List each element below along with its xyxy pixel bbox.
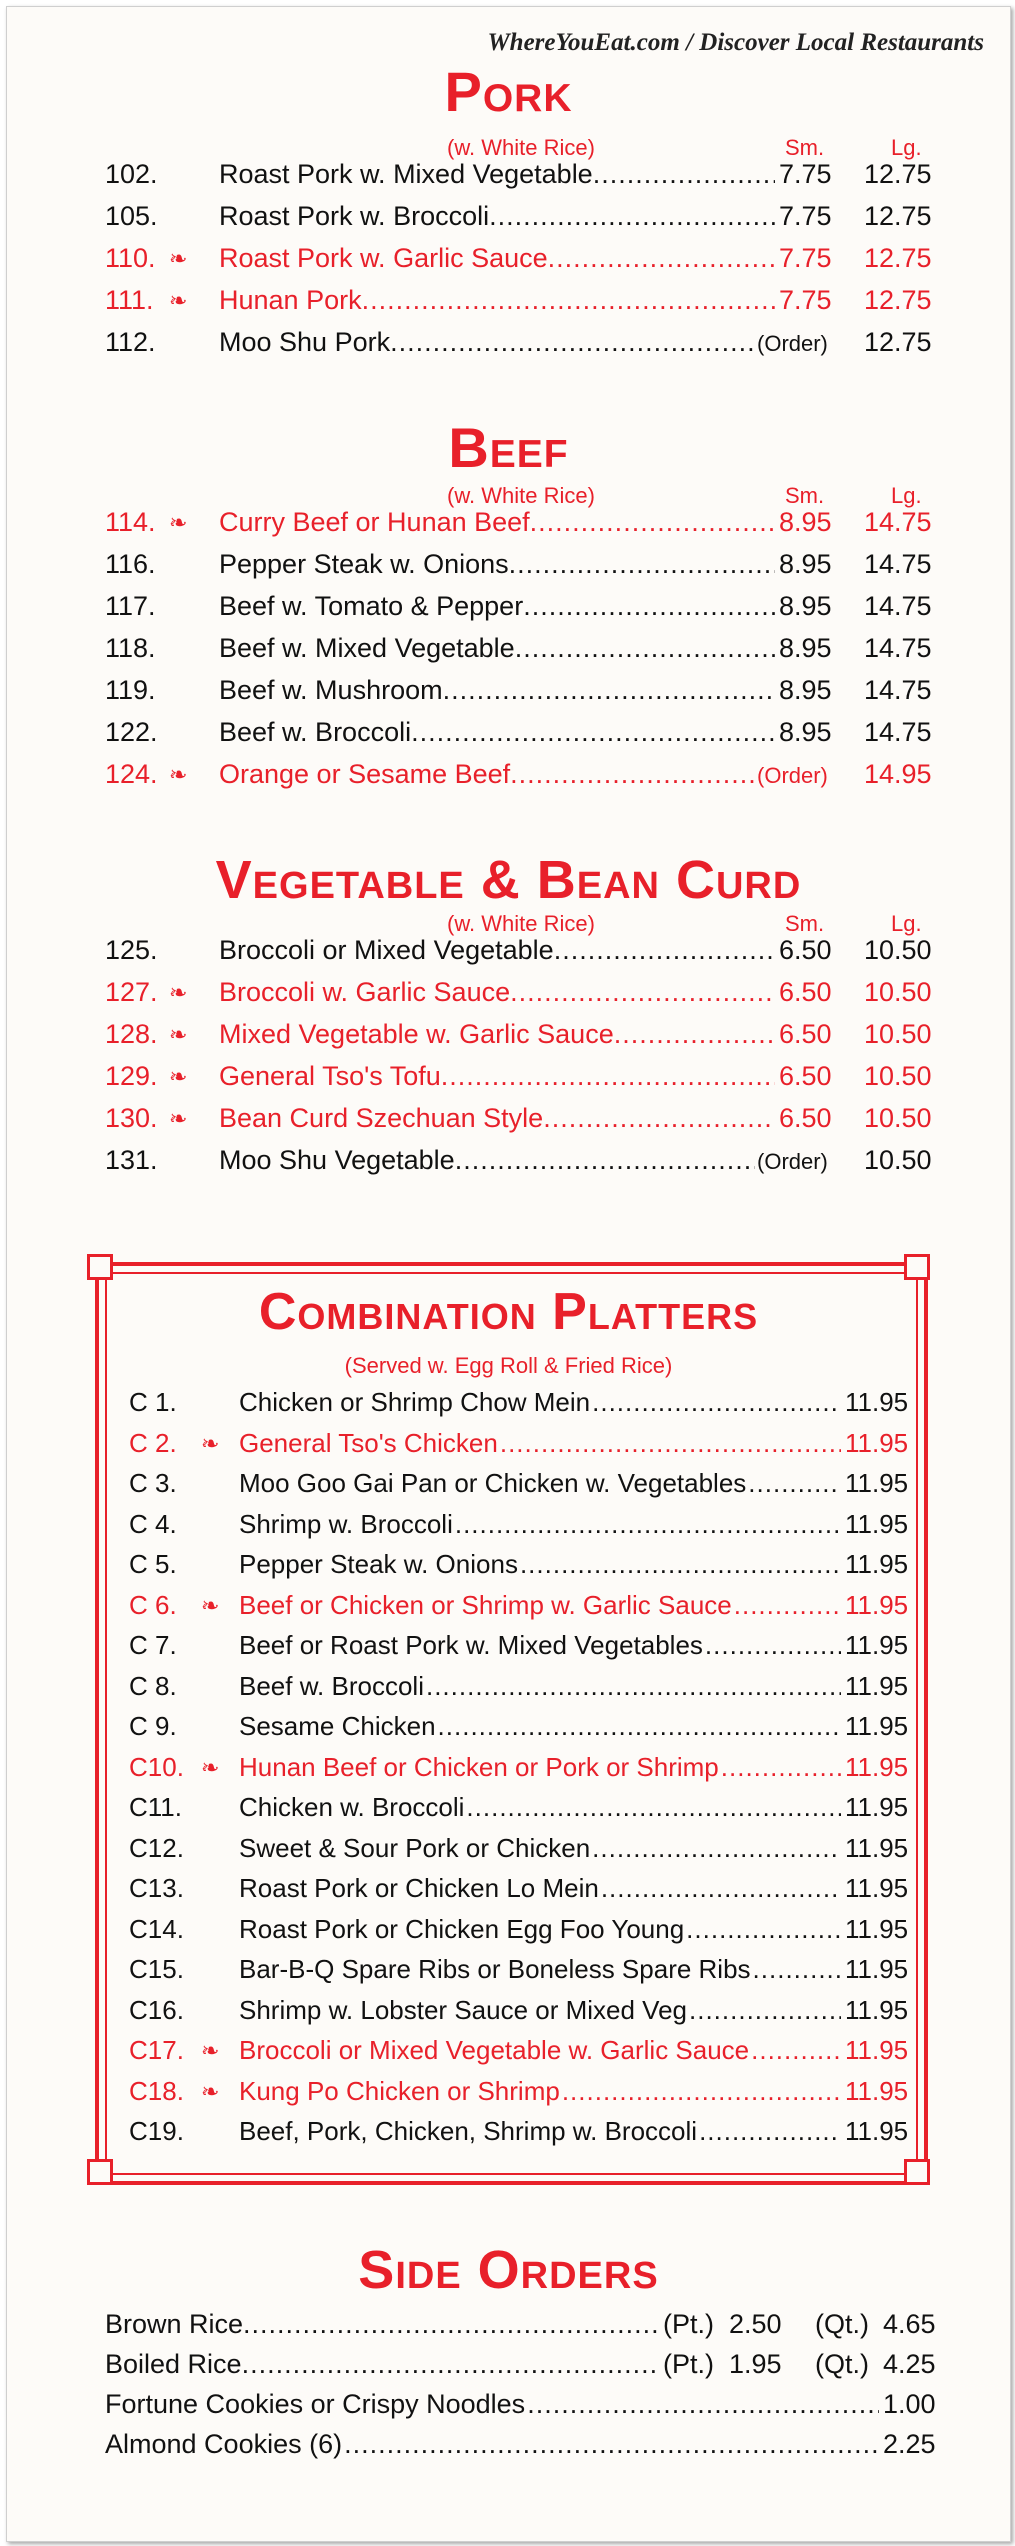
menu-item-row bbox=[7, 549, 1010, 589]
combo-title: Combination Platters bbox=[258, 1283, 759, 1341]
menu-item-row bbox=[7, 1145, 1010, 1185]
side-price: 1.00 bbox=[883, 2389, 936, 2419]
item-number: 114. bbox=[105, 507, 156, 537]
combo-item-row bbox=[7, 1954, 1010, 1994]
combo-name: Hunan Beef or Chicken or Pork or Shrimp bbox=[239, 1751, 719, 1782]
item-price-small: 6.50 bbox=[779, 1061, 832, 1091]
item-price-small: 7.75 bbox=[779, 285, 832, 315]
menu-item-row bbox=[7, 243, 1010, 283]
combo-price: 11.95 bbox=[845, 1468, 909, 1498]
leader-dots bbox=[523, 591, 775, 622]
item-price-large: 10.50 bbox=[864, 1145, 932, 1175]
combo-item-row bbox=[7, 1590, 1010, 1630]
item-price-large: 14.75 bbox=[864, 549, 932, 579]
side-name: Almond Cookies (6) bbox=[105, 2429, 343, 2459]
item-price-small: 8.95 bbox=[779, 549, 832, 579]
combo-item-row bbox=[7, 1752, 1010, 1792]
item-price-small: 8.95 bbox=[779, 717, 832, 747]
menu-item-row bbox=[7, 159, 1010, 199]
item-name: Curry Beef or Hunan Beef bbox=[219, 507, 530, 537]
item-number: 116. bbox=[105, 549, 156, 579]
vegetable-col-lg: Lg. bbox=[891, 911, 922, 936]
site-title: WhereYouEat.com / Discover Local Restaurants bbox=[487, 29, 984, 56]
combo-name: Bar-B-Q Spare Ribs or Boneless Spare Ribs bbox=[239, 1954, 751, 1984]
item-price-small: 6.50 bbox=[779, 1103, 832, 1133]
item-name: Beef w. Mushroom bbox=[219, 675, 443, 705]
combo-item-row bbox=[7, 1873, 1010, 1913]
combo-price: 11.95 bbox=[845, 1427, 909, 1458]
menu-item-row bbox=[7, 717, 1010, 757]
leader-dots bbox=[466, 1792, 841, 1823]
item-price-large: 14.75 bbox=[864, 675, 932, 705]
menu-item-row bbox=[7, 977, 1010, 1017]
combo-number: C18. bbox=[129, 2075, 184, 2106]
combo-number: C 8. bbox=[129, 1670, 177, 1701]
combo-name: General Tso's Chicken bbox=[239, 1427, 498, 1458]
menu-item-row bbox=[7, 633, 1010, 673]
combo-price: 11.95 bbox=[845, 1954, 909, 1984]
leader-dots bbox=[593, 159, 775, 190]
item-name: Mixed Vegetable w. Garlic Sauce bbox=[219, 1019, 614, 1049]
box-corner bbox=[904, 2159, 930, 2185]
item-number: 111. bbox=[105, 285, 154, 315]
leader-dots bbox=[562, 2076, 841, 2107]
item-number: 130. bbox=[105, 1103, 158, 1133]
combo-number: C 4. bbox=[129, 1508, 177, 1539]
combo-number: C17. bbox=[129, 2035, 184, 2065]
leader-dots bbox=[592, 1387, 841, 1418]
hot-spicy-icon: ❧ bbox=[169, 1106, 188, 1131]
quart-label: (Qt.) bbox=[815, 2309, 869, 2339]
leader-dots bbox=[510, 759, 755, 790]
item-price-small: (Order) bbox=[757, 1149, 828, 1174]
vegetable-col-sm: Sm. bbox=[785, 911, 825, 936]
item-name: Roast Pork w. Mixed Vegetable bbox=[219, 159, 593, 189]
hot-spicy-icon: ❧ bbox=[169, 980, 188, 1005]
item-price-large: 10.50 bbox=[864, 1019, 932, 1049]
item-number: 122. bbox=[105, 717, 158, 747]
item-number: 128. bbox=[105, 1019, 158, 1049]
item-name: Beef w. Broccoli bbox=[219, 717, 412, 747]
combo-number: C 6. bbox=[129, 1589, 177, 1620]
combo-item-row bbox=[7, 1833, 1010, 1873]
item-price-small: 8.95 bbox=[779, 633, 832, 663]
leader-dots bbox=[705, 1630, 841, 1661]
menu-item-row bbox=[7, 285, 1010, 325]
box-corner bbox=[904, 1254, 930, 1280]
combo-price: 11.95 bbox=[845, 1508, 909, 1539]
leader-dots bbox=[721, 1752, 841, 1783]
beef-title: Beef bbox=[448, 416, 569, 479]
combo-name: Beef w. Broccoli bbox=[239, 1670, 424, 1701]
item-price-small: (Order) bbox=[757, 763, 828, 788]
item-name: Hunan Pork bbox=[219, 285, 362, 315]
beef-subtitle: (w. White Rice) bbox=[447, 483, 595, 508]
combo-name: Beef or Chicken or Shrimp w. Garlic Sauce bbox=[239, 1589, 732, 1620]
pint-price: 2.50 bbox=[729, 2309, 782, 2339]
leader-dots bbox=[554, 935, 775, 966]
combo-item-row bbox=[7, 2035, 1010, 2075]
item-name: Moo Shu Pork bbox=[219, 327, 391, 357]
combo-price: 11.95 bbox=[845, 1832, 909, 1863]
pork-title: Pork bbox=[444, 60, 573, 123]
combo-number: C 1. bbox=[129, 1387, 177, 1417]
leader-dots bbox=[520, 1549, 841, 1580]
item-price-large: 10.50 bbox=[864, 1103, 932, 1133]
item-price-small: 7.75 bbox=[779, 159, 832, 189]
item-name: Broccoli or Mixed Vegetable bbox=[219, 935, 554, 965]
item-name: Moo Shu Vegetable bbox=[219, 1145, 455, 1175]
combo-number: C19. bbox=[129, 2116, 184, 2146]
combo-item-row bbox=[7, 1428, 1010, 1468]
leader-dots bbox=[455, 1509, 841, 1540]
item-price-large: 14.75 bbox=[864, 633, 932, 663]
hot-spicy-icon: ❧ bbox=[169, 288, 188, 313]
leader-dots bbox=[548, 243, 775, 274]
item-price-large: 14.95 bbox=[864, 759, 932, 789]
leader-dots bbox=[443, 675, 775, 706]
item-price-large: 14.75 bbox=[864, 717, 932, 747]
item-number: 105. bbox=[105, 201, 158, 231]
combo-price: 11.95 bbox=[845, 1994, 909, 2025]
item-number: 117. bbox=[105, 591, 156, 621]
combo-price: 11.95 bbox=[845, 1387, 909, 1417]
combo-price: 11.95 bbox=[845, 1873, 909, 1903]
combo-name: Roast Pork or Chicken Egg Foo Young bbox=[239, 1913, 685, 1944]
item-price-large: 10.50 bbox=[864, 1061, 932, 1091]
item-number: 127. bbox=[105, 977, 158, 1007]
menu-item-row bbox=[7, 675, 1010, 715]
item-name: Bean Curd Szechuan Style bbox=[219, 1103, 544, 1133]
vegetable-subtitle: (w. White Rice) bbox=[447, 911, 595, 936]
combo-name: Beef or Roast Pork w. Mixed Vegetables bbox=[239, 1630, 703, 1660]
item-price-large: 10.50 bbox=[864, 935, 932, 965]
item-price-small: 6.50 bbox=[779, 977, 832, 1007]
hot-spicy-icon: ❧ bbox=[201, 1754, 220, 1780]
hot-spicy-icon: ❧ bbox=[169, 762, 188, 787]
side-name: Brown Rice bbox=[105, 2309, 244, 2339]
pork-subtitle: (w. White Rice) bbox=[447, 135, 595, 160]
combo-price: 11.95 bbox=[845, 1589, 909, 1620]
item-name: Beef w. Tomato & Pepper bbox=[219, 591, 524, 621]
item-number: 124. bbox=[105, 759, 158, 789]
leader-dots bbox=[510, 977, 775, 1008]
menu-item-row bbox=[7, 1061, 1010, 1101]
leader-dots bbox=[614, 1019, 775, 1050]
combo-price: 11.95 bbox=[845, 1549, 909, 1579]
combo-item-row bbox=[7, 1387, 1010, 1427]
beef-col-lg: Lg. bbox=[891, 483, 922, 508]
menu-item-row bbox=[7, 1019, 1010, 1059]
combo-name: Sweet & Sour Pork or Chicken bbox=[239, 1832, 591, 1863]
combo-name: Chicken w. Broccoli bbox=[239, 1792, 465, 1822]
side-item-row bbox=[7, 2429, 1010, 2469]
item-price-large: 12.75 bbox=[864, 201, 932, 231]
item-price-large: 12.75 bbox=[864, 285, 932, 315]
menu-item-row bbox=[7, 201, 1010, 241]
menu-item-row bbox=[7, 1103, 1010, 1143]
menu-item-row bbox=[7, 327, 1010, 367]
combo-price: 11.95 bbox=[845, 1630, 909, 1660]
item-price-small: 8.95 bbox=[779, 675, 832, 705]
item-number: 125. bbox=[105, 935, 158, 965]
sides-title: Side Orders bbox=[358, 2240, 659, 2300]
menu-item-row bbox=[7, 507, 1010, 547]
leader-dots bbox=[390, 327, 755, 358]
combo-item-row bbox=[7, 1549, 1010, 1589]
item-number: 102. bbox=[105, 159, 158, 189]
combo-item-row bbox=[7, 1630, 1010, 1670]
hot-spicy-icon: ❧ bbox=[169, 510, 188, 535]
leader-dots bbox=[344, 2429, 879, 2460]
combo-price: 11.95 bbox=[845, 2116, 909, 2146]
menu-item-row bbox=[7, 935, 1010, 975]
combo-number: C 7. bbox=[129, 1630, 177, 1660]
menu-item-row bbox=[7, 591, 1010, 631]
combo-price: 11.95 bbox=[845, 1792, 909, 1822]
pint-price: 1.95 bbox=[729, 2349, 782, 2379]
side-price: 2.25 bbox=[883, 2429, 936, 2459]
combo-subtitle: (Served w. Egg Roll & Fried Rice) bbox=[344, 1353, 673, 1378]
combo-number: C14. bbox=[129, 1913, 184, 1944]
item-name: Roast Pork w. Broccoli bbox=[219, 201, 490, 231]
combo-price: 11.95 bbox=[845, 1670, 909, 1701]
leader-dots bbox=[592, 1833, 841, 1864]
item-price-small: 7.75 bbox=[779, 201, 832, 231]
leader-dots bbox=[489, 201, 775, 232]
combo-item-row bbox=[7, 1509, 1010, 1549]
item-number: 131. bbox=[105, 1145, 158, 1175]
combo-name: Broccoli or Mixed Vegetable w. Garlic Sauce bbox=[239, 2035, 750, 2065]
hot-spicy-icon: ❧ bbox=[201, 1430, 220, 1456]
item-price-large: 10.50 bbox=[864, 977, 932, 1007]
hot-spicy-icon: ❧ bbox=[169, 246, 188, 271]
item-number: 129. bbox=[105, 1061, 158, 1091]
leader-dots bbox=[242, 2349, 659, 2380]
item-price-small: 7.75 bbox=[779, 243, 832, 273]
leader-dots bbox=[530, 507, 775, 538]
combo-number: C16. bbox=[129, 1994, 184, 2025]
pint-label: (Pt.) bbox=[663, 2309, 714, 2339]
pork-col-lg: Lg. bbox=[891, 135, 922, 160]
item-number: 112. bbox=[105, 327, 156, 357]
item-price-large: 12.75 bbox=[864, 243, 932, 273]
leader-dots bbox=[753, 1954, 841, 1985]
item-price-small: 6.50 bbox=[779, 1019, 832, 1049]
leader-dots bbox=[411, 717, 775, 748]
combo-item-row bbox=[7, 1995, 1010, 2035]
leader-dots bbox=[689, 1995, 841, 2026]
item-price-large: 12.75 bbox=[864, 159, 932, 189]
item-name: Pepper Steak w. Onions bbox=[219, 549, 509, 579]
combo-number: C 5. bbox=[129, 1549, 177, 1579]
leader-dots bbox=[734, 1590, 841, 1621]
quart-price: 4.65 bbox=[883, 2309, 936, 2339]
leader-dots bbox=[455, 1145, 755, 1176]
combo-number: C11. bbox=[129, 1792, 182, 1822]
side-item-row bbox=[7, 2349, 1010, 2389]
combo-number: C 2. bbox=[129, 1427, 177, 1458]
combo-price: 11.95 bbox=[845, 2035, 909, 2065]
combo-price: 11.95 bbox=[845, 1711, 909, 1741]
combo-item-row bbox=[7, 1914, 1010, 1954]
item-number: 118. bbox=[105, 633, 156, 663]
item-number: 119. bbox=[105, 675, 156, 705]
combo-name: Sesame Chicken bbox=[239, 1711, 436, 1741]
item-price-large: 14.75 bbox=[864, 591, 932, 621]
item-price-small: 8.95 bbox=[779, 591, 832, 621]
side-item-row bbox=[7, 2309, 1010, 2349]
combo-name: Shrimp w. Lobster Sauce or Mixed Veg bbox=[239, 1994, 688, 2025]
item-number: 110. bbox=[105, 243, 156, 273]
item-name: Beef w. Mixed Vegetable bbox=[219, 633, 515, 663]
combo-name: Beef, Pork, Chicken, Shrimp w. Broccoli bbox=[239, 2116, 698, 2146]
quart-price: 4.25 bbox=[883, 2349, 936, 2379]
side-name: Fortune Cookies or Crispy Noodles bbox=[105, 2389, 526, 2419]
leader-dots bbox=[243, 2309, 659, 2340]
item-price-small: 6.50 bbox=[779, 935, 832, 965]
leader-dots bbox=[699, 2116, 841, 2147]
combo-name: Shrimp w. Broccoli bbox=[239, 1508, 453, 1539]
item-name: Orange or Sesame Beef bbox=[219, 759, 511, 789]
box-corner bbox=[87, 1254, 113, 1280]
leader-dots bbox=[438, 1711, 841, 1742]
combo-number: C 9. bbox=[129, 1711, 177, 1741]
combo-price: 11.95 bbox=[845, 1751, 909, 1782]
leader-dots bbox=[426, 1671, 841, 1702]
beef-col-sm: Sm. bbox=[785, 483, 825, 508]
item-price-small: (Order) bbox=[757, 331, 828, 356]
combo-item-row bbox=[7, 2116, 1010, 2156]
combo-price: 11.95 bbox=[845, 1913, 909, 1944]
item-name: General Tso's Tofu bbox=[219, 1061, 441, 1091]
pork-col-sm: Sm. bbox=[785, 135, 825, 160]
leader-dots bbox=[748, 1468, 841, 1499]
combo-number: C12. bbox=[129, 1832, 184, 1863]
combo-number: C10. bbox=[129, 1751, 184, 1782]
combo-number: C13. bbox=[129, 1873, 184, 1903]
hot-spicy-icon: ❧ bbox=[201, 1592, 220, 1618]
hot-spicy-icon: ❧ bbox=[201, 2038, 220, 2063]
item-name: Broccoli w. Garlic Sauce bbox=[219, 977, 511, 1007]
combo-item-row bbox=[7, 1792, 1010, 1832]
leader-dots bbox=[515, 633, 775, 664]
quart-label: (Qt.) bbox=[815, 2349, 869, 2379]
combo-item-row bbox=[7, 1468, 1010, 1508]
side-name: Boiled Rice bbox=[105, 2349, 242, 2379]
leader-dots bbox=[441, 1061, 775, 1092]
hot-spicy-icon: ❧ bbox=[169, 1064, 188, 1089]
hot-spicy-icon: ❧ bbox=[201, 2078, 220, 2104]
leader-dots bbox=[500, 1428, 841, 1459]
combo-item-row bbox=[7, 1671, 1010, 1711]
combo-item-row bbox=[7, 2076, 1010, 2116]
leader-dots bbox=[543, 1103, 775, 1134]
vegetable-title: Vegetable & Bean Curd bbox=[215, 850, 802, 910]
leader-dots bbox=[686, 1914, 841, 1945]
combo-name: Pepper Steak w. Onions bbox=[239, 1549, 518, 1579]
leader-dots bbox=[527, 2389, 879, 2420]
combo-name: Chicken or Shrimp Chow Mein bbox=[239, 1387, 591, 1417]
menu-page bbox=[6, 6, 1011, 2542]
side-item-row bbox=[7, 2389, 1010, 2429]
combo-number: C 3. bbox=[129, 1468, 177, 1498]
leader-dots bbox=[509, 549, 775, 580]
item-price-large: 14.75 bbox=[864, 507, 932, 537]
menu-item-row bbox=[7, 759, 1010, 799]
item-price-small: 8.95 bbox=[779, 507, 832, 537]
pint-label: (Pt.) bbox=[663, 2349, 714, 2379]
box-corner bbox=[87, 2159, 113, 2185]
combo-number: C15. bbox=[129, 1954, 184, 1984]
combo-price: 11.95 bbox=[845, 2075, 909, 2106]
leader-dots bbox=[751, 2035, 841, 2066]
item-price-large: 12.75 bbox=[864, 327, 932, 357]
combo-name: Roast Pork or Chicken Lo Mein bbox=[239, 1873, 599, 1903]
item-name: Roast Pork w. Garlic Sauce bbox=[219, 243, 548, 273]
combo-name: Moo Goo Gai Pan or Chicken w. Vegetables bbox=[239, 1468, 747, 1498]
leader-dots bbox=[362, 285, 775, 316]
hot-spicy-icon: ❧ bbox=[169, 1022, 188, 1047]
leader-dots bbox=[601, 1873, 841, 1904]
combo-name: Kung Po Chicken or Shrimp bbox=[239, 2075, 560, 2106]
combo-item-row bbox=[7, 1711, 1010, 1751]
